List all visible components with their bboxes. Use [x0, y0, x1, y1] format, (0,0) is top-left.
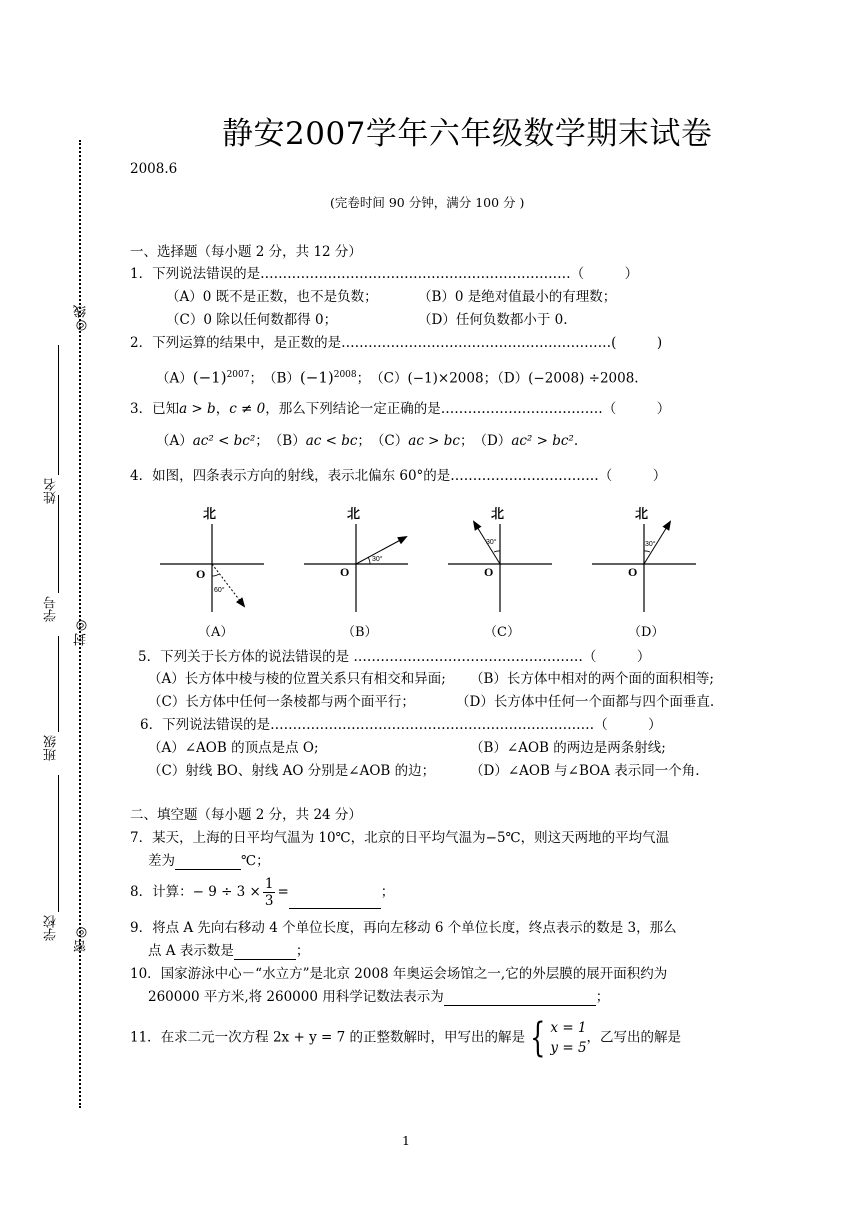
q11-system — [550, 1018, 586, 1058]
q7-answer-blank[interactable] — [175, 855, 241, 870]
sidebar-label-class: 班级 — [44, 735, 59, 761]
q10-answer-blank[interactable] — [444, 991, 596, 1006]
section2-heading: 二、填空题（每小题 2 分，共 24 分） — [130, 807, 362, 823]
q2-b-label: ； （B） — [249, 370, 300, 387]
q9-post: ； — [295, 943, 310, 959]
q4c-angle: 30° — [486, 539, 497, 546]
q3-c: ac > bc — [408, 433, 460, 449]
q4c-north: 北 — [491, 506, 505, 521]
q6-option-b: （B）∠AOB 的两边是两条射线; — [470, 740, 666, 756]
q3-cond1: a > b — [179, 401, 216, 417]
q6-option-c: （C）射线 BO、射线 AO 分别是∠AOB 的边； — [148, 763, 436, 779]
q7-pre: 差为 — [148, 853, 175, 869]
q7-post: ℃； — [241, 853, 270, 869]
q9-answer-blank[interactable] — [234, 945, 296, 960]
sidebar-label-name: 姓名 — [44, 478, 59, 504]
q5-stem: 5．下列关于长方体的说法错误的是 ……………………………………………（ ） — [138, 649, 651, 665]
q2-a-label: （A） — [156, 370, 193, 387]
q2-b-base: (−1) — [299, 368, 334, 387]
q2-cd: ； （C）(−1)×2008；（D）(−2008) ÷2008. — [356, 370, 639, 387]
q4b-north: 北 — [347, 506, 361, 521]
q3-end: . — [573, 433, 579, 449]
q9-pre: 点 A 表示数是 — [148, 943, 234, 959]
sidebar-label-school: 学校 — [44, 915, 59, 941]
q8-numerator: 1 — [264, 876, 274, 892]
q5-option-b: （B）长方体中相对的两个面的面积相等; — [470, 671, 714, 687]
q10-pre: 260000 平方米,将 260000 用科学记数法表示为 — [148, 989, 444, 1005]
q2-b-exp: 2008 — [333, 370, 357, 380]
q4-fig-label-a: （A） — [198, 625, 234, 640]
q11-line — [130, 1015, 682, 1061]
section1-heading: 一、选择题（每小题 2 分，共 12 分） — [130, 244, 362, 260]
q3-stem: 3．已知a > b，c ≠ 0，那么下列结论一定正确的是………………………………（ ） — [130, 401, 671, 417]
q2-a-base: (−1) — [192, 368, 227, 387]
q4d-north: 北 — [635, 506, 649, 521]
page-number: 1 — [402, 1133, 410, 1148]
q4-stem: 4．如图，四条表示方向的射线，表示北偏东 60°的是……………………………（ ） — [130, 468, 667, 484]
q2-a-exp: 2007 — [226, 370, 250, 380]
q4-fig-label-d: （D） — [628, 625, 665, 640]
q1-option-d: （D）任何负数都小于 0. — [418, 312, 568, 328]
q11-eq1: x = 1 — [550, 1020, 587, 1036]
q11-post: ，乙写出的解是 — [586, 1029, 682, 1046]
q3-c-label: ； （C） — [357, 433, 409, 449]
exam-date: 2008.6 — [130, 161, 178, 177]
q5-option-a: （A）长方体中棱与棱的位置关系只有相交和异面; — [148, 671, 446, 687]
exam-info: (完卷时间 90 分钟，满分 100 分 ) — [330, 195, 525, 210]
q10-post: ； — [595, 989, 610, 1005]
q3-options — [156, 432, 578, 450]
q2-stem: 2．下列运算的结果中，是正数的是……………………………………………………( ) — [130, 335, 663, 351]
q4-figure-c — [444, 502, 556, 614]
q3-a: ac² < bc² — [192, 433, 256, 449]
class-blank[interactable] — [58, 636, 59, 732]
q3-post: ，那么下列结论一定正确的是………………………………（ ） — [265, 401, 671, 417]
q6-stem: 6．下列说法错误的是………………………………………………………………（ ） — [140, 717, 662, 733]
q11-pre: 11．在求二元一次方程 2x + y = 7 的正整数解时，甲写出的解是 — [130, 1029, 525, 1046]
q9-line1: 9．将点 A 先向右移动 4 个单位长度，再向左移动 6 个单位长度，终点表示的数是 3，那么 — [130, 920, 677, 936]
student-id-blank[interactable] — [58, 495, 59, 593]
q11-brace: { — [530, 1015, 546, 1061]
q10-line2 — [148, 988, 609, 1006]
q4b-origin: O — [340, 565, 350, 579]
q4-figure-d — [588, 502, 700, 614]
q4a-north: 北 — [203, 506, 217, 521]
q8-fraction — [263, 876, 276, 909]
q4b-angle: 30° — [372, 556, 383, 563]
q4-fig-label-c: （C） — [484, 625, 520, 640]
name-blank[interactable] — [58, 345, 59, 475]
q1-option-c: （C）0 除以任何数都得 0； — [166, 312, 338, 328]
q8-denominator: 3 — [264, 893, 274, 909]
sidebar-label-mi: 密◎ — [74, 925, 89, 953]
q4d-origin: O — [628, 565, 638, 579]
q5-option-d: （D）长方体中任何一个面都与四个面垂直. — [456, 694, 715, 710]
q1-option-b: （B）0 是绝对值最小的有理数； — [418, 289, 617, 305]
q8-end: ； — [380, 884, 395, 900]
q1-stem: 1．下列说法错误的是……………………………………………………………（ ） — [130, 266, 639, 282]
q4-figure-a — [156, 502, 268, 614]
q6-option-d: （D）∠AOB 与∠BOA 表示同一个角. — [470, 763, 700, 779]
q7-line1: 7．某天，上海的日平均气温为 10℃，北京的日平均气温为−5℃，则这天两地的平均气温 — [130, 830, 670, 846]
q8-answer-blank[interactable] — [289, 894, 381, 909]
q3-cond2: c ≠ 0 — [229, 401, 266, 417]
q4a-origin: O — [196, 567, 206, 581]
q3-b-label: ； （B） — [255, 433, 306, 449]
sidebar-label-student-id: 学号 — [44, 596, 59, 622]
q4-figure-b — [300, 502, 412, 614]
school-blank[interactable] — [58, 775, 59, 912]
q3-d-label: ； （D） — [459, 433, 512, 449]
q6-option-a: （A）∠AOB 的顶点是点 O; — [148, 740, 319, 756]
sidebar-label-xian: ◎线 — [74, 305, 89, 333]
q3-a-label: （A） — [156, 433, 193, 449]
q4c-origin: O — [484, 565, 494, 579]
q8-equals: = — [277, 884, 289, 900]
q11-eq2: y = 5 — [550, 1040, 587, 1056]
q10-line1: 10．国家游泳中心－“水立方”是北京 2008 年奥运会场馆之一,它的外层膜的展开面积约为 — [130, 966, 668, 982]
sidebar-label-feng: 封◎ — [74, 618, 89, 646]
q1-option-a: （A）0 既不是正数，也不是负数； — [166, 289, 378, 305]
q3-pre: 3．已知 — [130, 401, 180, 417]
page-title: 静安2007学年六年级数学期末试卷 — [222, 116, 713, 152]
q2-options — [156, 366, 639, 388]
q4d-angle: 30° — [645, 541, 656, 548]
q4a-angle: 60° — [214, 587, 225, 594]
q5-option-c: （C）长方体中任何一条棱都与两个面平行； — [148, 694, 415, 710]
q3-d: ac² > bc² — [511, 433, 574, 449]
q4-fig-label-b: （B） — [342, 625, 378, 640]
q3-b: ac < bc — [305, 433, 358, 449]
q7-line2 — [148, 852, 270, 870]
q8-pre: 8．计算：− 9 ÷ 3 × — [130, 884, 261, 900]
q9-line2 — [148, 942, 309, 960]
q8-line — [130, 876, 394, 909]
